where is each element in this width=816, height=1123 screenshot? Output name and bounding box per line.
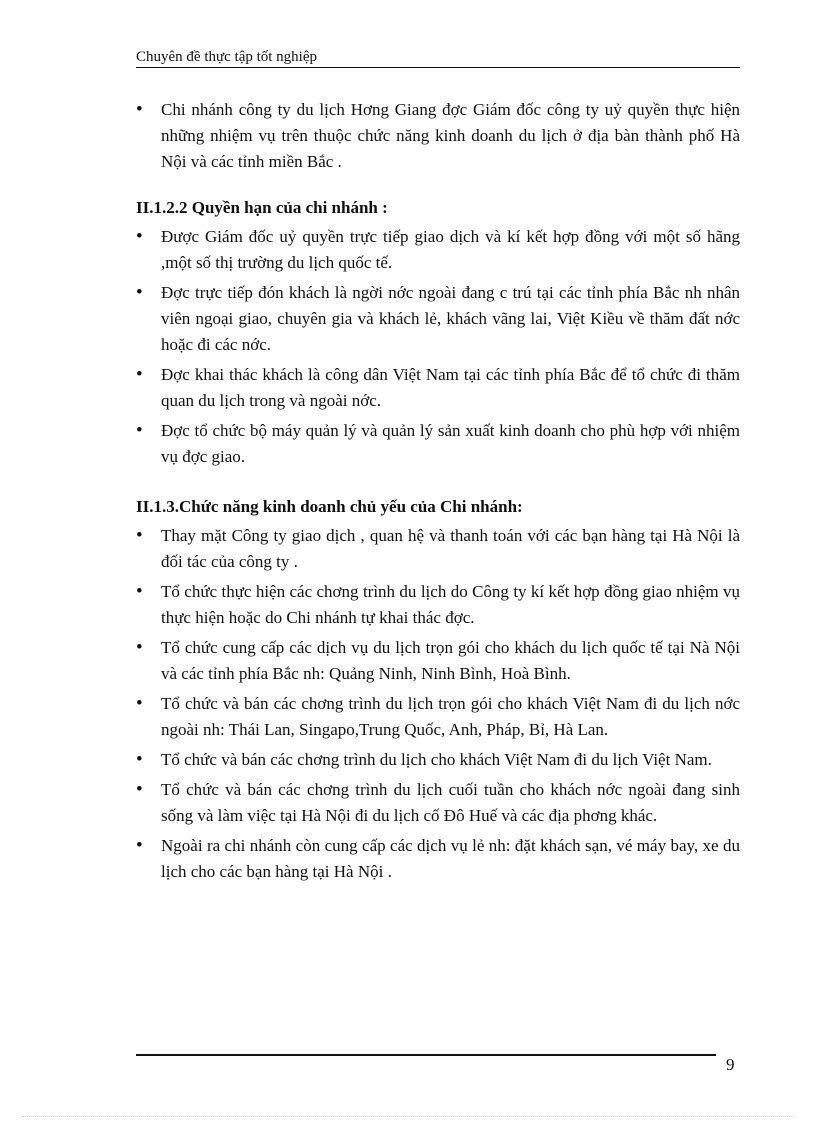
document-body <box>136 97 740 889</box>
bullet-icon: • <box>136 693 143 714</box>
bullet-icon: • <box>136 637 143 658</box>
list-item-text: Tổ chức và bán các chơng trình du lịch cho khách Việt Nam đi du lịch Việt Nam. <box>161 750 712 769</box>
bullet-icon: • <box>136 282 143 303</box>
section-heading-chuc-nang: II.1.3.Chức năng kinh doanh chủ yếu của Chi nhánh: <box>136 497 523 516</box>
bullet-icon: • <box>136 749 143 770</box>
header-title: Chuyên đề thực tập tốt nghiệp <box>136 49 318 65</box>
list-item <box>136 418 740 470</box>
list-item-text: Tổ chức thực hiện các chơng trình du lịch do Công ty kí kết hợp đồng giao nhiệm vụ thực hiện hoặc do Chi nhánh tự khai thác đợc. <box>161 582 740 627</box>
bullet-icon: • <box>136 525 143 546</box>
quyen-han-list <box>136 224 740 470</box>
bullet-icon: • <box>136 581 143 602</box>
list-item-text: Đợc tổ chức bộ máy quản lý và quản lý sản xuất kinh doanh cho phù hợp với nhiệm vụ đợc giao. <box>161 421 740 466</box>
list-item-text: Được Giám đốc uỷ quyền trực tiếp giao dịch và kí kết hợp đồng với một số hãng ,một số thị trường du lịch quốc tế. <box>161 227 740 272</box>
list-item <box>136 691 740 743</box>
list-item <box>136 224 740 276</box>
bullet-icon: • <box>136 835 143 856</box>
list-item-text: Đợc trực tiếp đón khách là ngời nớc ngoài đang c trú tại các tỉnh phía Bắc nh nhân viên ngoại giao, chuyên gia và khách lẻ, khách vãng lai, Việt Kiều về thăm đất nớc hoặc đi các nớc. <box>161 283 740 354</box>
section-heading-quyen-han: II.1.2.2 Quyền hạn của chi nhánh : <box>136 198 388 217</box>
list-item-text: Thay mặt Công ty giao dịch , quan hệ và thanh toán với các bạn hàng tại Hà Nội là đối tác của công ty . <box>161 526 740 571</box>
chuc-nang-list <box>136 523 740 885</box>
bullet-icon: • <box>136 99 143 120</box>
list-item-text: Chi nhánh công ty du lịch Hơng Giang đợc Giám đốc công ty uỷ quyền thực hiện những nhiệm vụ trên thuộc chức năng kinh doanh du lịch ở địa bàn thành phố Hà Nội và các tỉnh miền Bắc . <box>161 100 740 171</box>
list-item <box>136 579 740 631</box>
list-item <box>136 97 740 175</box>
bullet-icon: • <box>136 779 143 800</box>
bullet-icon: • <box>136 364 143 385</box>
list-item-text: Tổ chức cung cấp các dịch vụ du lịch trọn gói cho khách du lịch quốc tế tại Nà Nội và các tỉnh phía Bắc nh: Quảng Ninh, Ninh Bình, Hoà Bình. <box>161 638 740 683</box>
page-number: 9 <box>726 1055 735 1074</box>
list-item <box>136 635 740 687</box>
list-item <box>136 280 740 358</box>
list-item-text: Tổ chức và bán các chơng trình du lịch trọn gói cho khách Việt Nam đi du lịch nớc ngoài nh: Thái Lan, Singapo,Trung Quốc, Anh, Pháp, Bỉ, Hà Lan. <box>161 694 740 739</box>
page-edge <box>22 1116 794 1117</box>
intro-list <box>136 97 740 175</box>
list-item <box>136 523 740 575</box>
list-item <box>136 833 740 885</box>
list-item-text: Đợc khai thác khách là công dân Việt Nam tại các tỉnh phía Bắc để tổ chức đi thăm quan du lịch trong và ngoài nớc. <box>161 365 740 410</box>
list-item <box>136 362 740 414</box>
list-item-text: Ngoài ra chi nhánh còn cung cấp các dịch vụ lẻ nh: đặt khách sạn, vé máy bay, xe du lịch cho các bạn hàng tại Hà Nội . <box>161 836 740 881</box>
list-item <box>136 777 740 829</box>
footer-rule <box>136 1054 716 1056</box>
list-item <box>136 747 740 773</box>
running-header <box>136 48 740 68</box>
bullet-icon: • <box>136 420 143 441</box>
list-item-text: Tổ chức và bán các chơng trình du lịch cuối tuần cho khách nớc ngoài đang sinh sống và làm việc tại Hà Nội đi du lịch cố Đô Huế và các địa phơng khác. <box>161 780 740 825</box>
bullet-icon: • <box>136 226 143 247</box>
